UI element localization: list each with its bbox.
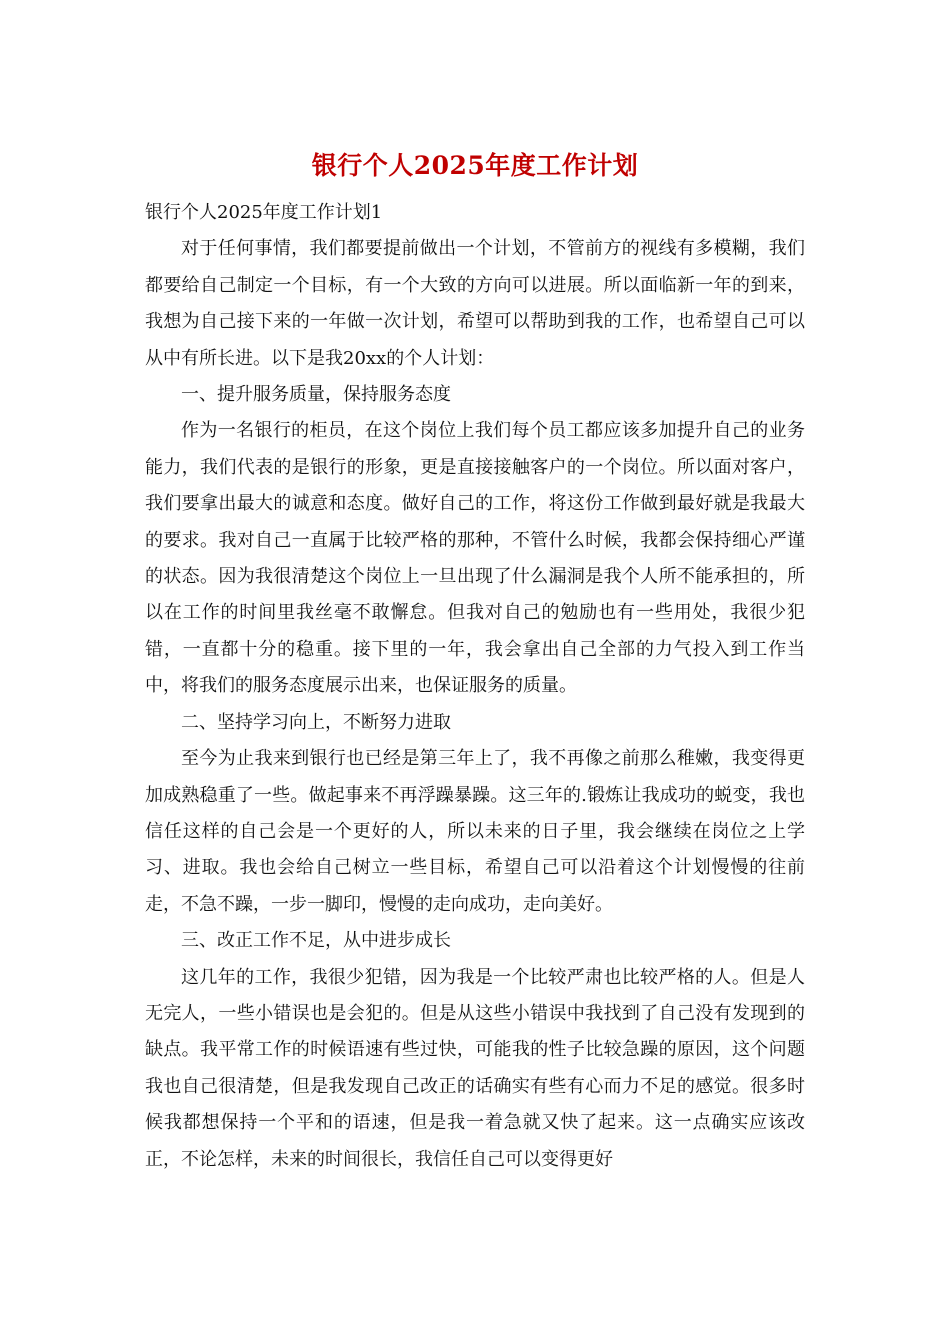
paragraph-intro: 对于任何事情，我们都要提前做出一个计划，不管前方的视线有多模糊，我们都要给自己制定一个目标，有一个大致的方向可以进展。所以面临新一年的到来，我想为自己接下来的一年做一次计划，希望可以帮助到我的工作，也希望自己可以从中有所长进。以下是我20xx的个人计划： — [145, 238, 805, 369]
paragraph-section-3: 这几年的工作，我很少犯错，因为我是一个比较严肃也比较严格的人。但是人无完人，一些小错误也是会犯的。但是从这些小错误中我找到了自己没有发现到的缺点。我平常工作的时候语速有些过快，可能我的性子比较急躁的原因，这个问题我也自己很清楚，但是我发现自己改正的话确实有些有心而力不足的感觉。很多时候我都想保持一个平和的语速，但是我一着急就又快了起来。这一点确实应该改正，不论怎样，未来的时间很长，我信任自己可以变得更好 — [145, 966, 805, 1170]
document-body — [145, 195, 805, 1178]
document-subtitle: 银行个人2025年度工作计划1 — [145, 202, 383, 223]
document-title: 银行个人2025年度工作计划 — [311, 151, 639, 180]
section-heading-2: 二、坚持学习向上，不断努力进取 — [181, 711, 451, 733]
section-heading-1: 一、提升服务质量，保持服务态度 — [181, 384, 451, 406]
paragraph-section-1: 作为一名银行的柜员，在这个岗位上我们每个员工都应该多加提升自己的业务能力，我们代表的是银行的形象，更是直接接触客户的一个岗位。所以面对客户，我们要拿出最大的诚意和态度。做好自己的工作，将这份工作做到最好就是我最大的要求。我对自己一直属于比较严格的那种，不管什么时候，我都会保持细心严谨的状态。因为我很清楚这个岗位上一旦出现了什么漏洞是我个人所不能承担的，所以在工作的时间里我丝毫不敢懈怠。但我对自己的勉励也有一些用处，我很少犯错，一直都十分的稳重。接下里的一年，我会拿出自己全部的力气投入到工作当中，将我们的服务态度展示出来，也保证服务的质量。 — [145, 420, 805, 697]
paragraph-section-2: 至今为止我来到银行也已经是第三年上了，我不再像之前那么稚嫩，我变得更加成熟稳重了一些。做起事来不再浮躁暴躁。这三年的.锻炼让我成功的蜕变，我也信任这样的自己会是一个更好的人，所以未来的日子里，我会继续在岗位之上学习、进取。我也会给自己树立一些目标，希望自己可以沿着这个计划慢慢的往前走，不急不躁，一步一脚印，慢慢的走向成功，走向美好。 — [145, 748, 805, 915]
section-heading-3: 三、改正工作不足，从中进步成长 — [181, 930, 451, 952]
